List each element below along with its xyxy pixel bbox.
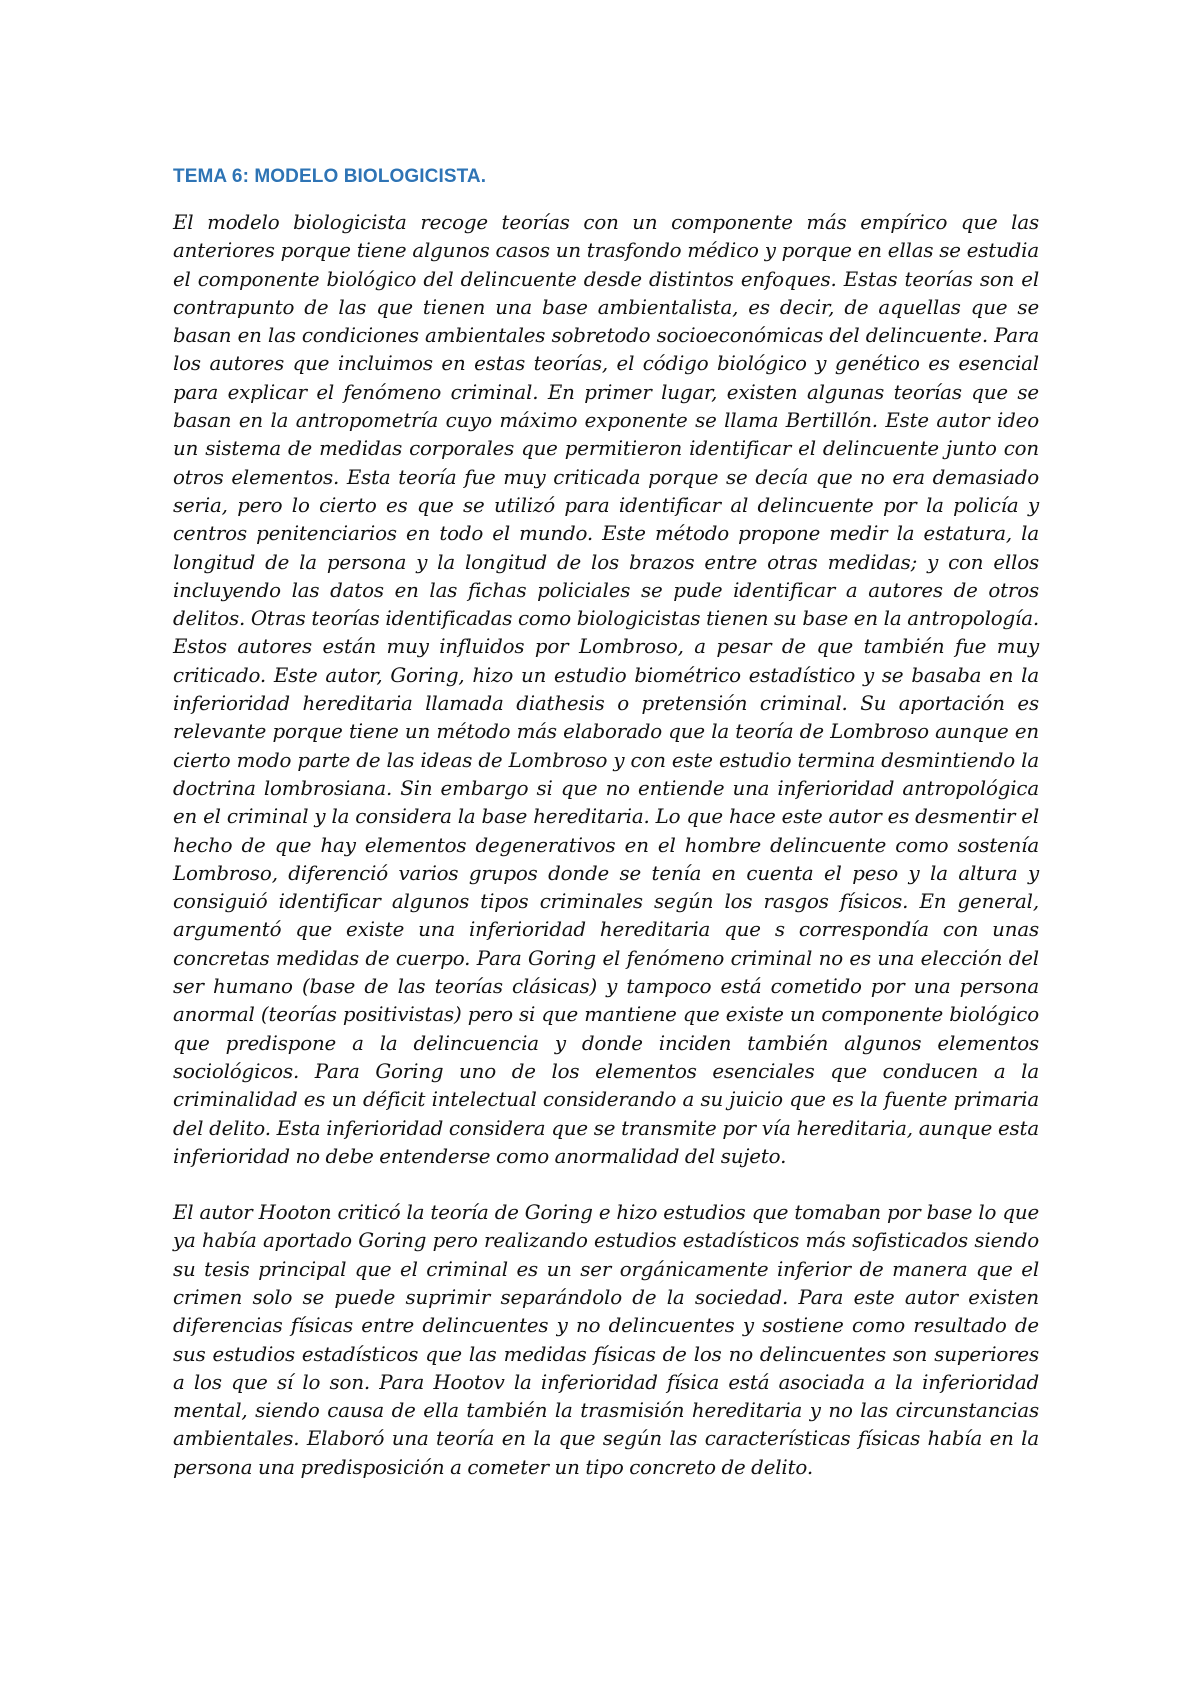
document-title: TEMA 6: MODELO BIOLOGICISTA. <box>173 166 487 187</box>
document-body <box>173 165 1039 1482</box>
paragraph-hooton: El autor Hooton criticó la teoría de Goring e hizo estudios que tomaban por base lo que ya había aportado Goring pero realizando estudios estadísticos más sofisticados siendo su tesis principal que el criminal es un ser orgánicamente inferior de manera que el crimen solo se puede suprimir separándolo de la sociedad. Para este autor existen diferencias físicas entre delincuentes y no delincuentes y sostiene como resultado de sus estudios estadísticos que las medidas físicas de los no delincuentes son superiores a los que sí lo son. Para Hootov la inferioridad física está asociada a la inferioridad mental, siendo causa de ella también la trasmisión hereditaria y no las circunstancias ambientales. Elaboró una teoría en la que según las características físicas había en la persona una predisposición a cometer un tipo concreto de delito. <box>173 1201 1039 1479</box>
paragraph-biologicist-model: El modelo biologicista recoge teorías con un componente más empírico que las anteriores porque tiene algunos casos un trasfondo médico y porque en ellas se estudia el componente biológico del delincuente desde distintos enfoques. Estas teorías son el contrapunto de las que tienen una base ambientalista, es decir, de aquellas que se basan en las condiciones ambientales sobretodo socioeconómicas del delincuente. Para los autores que incluimos en estas teorías, el código biológico y genético es esencial para explicar el fenómeno criminal. En primer lugar, existen algunas teorías que se basan en la antropometría cuyo máximo exponente se llama Bertillón. Este autor ideo un sistema de medidas corporales que permitieron identificar el delincuente junto con otros elementos. Esta teoría fue muy criticada porque se decía que no era demasiado seria, pero lo cierto es que se utilizó para identificar al delincuente por la policía y centros penitenciarios en todo el mundo. Este método propone medir la estatura, la longitud de la persona y la longitud de los brazos entre otras medidas; y con ellos incluyendo las datos en las fichas policiales se pude identificar a autores de otros delitos. Otras teorías identificadas como biologicistas tienen su base en la antropología. Estos autores están muy influidos por Lombroso, a pesar de que también fue muy criticado. Este autor, Goring, hizo un estudio biométrico estadístico y se basaba en la inferioridad hereditaria llamada diathesis o pretensión criminal. Su aportación es relevante porque tiene un método más elaborado que la teoría de Lombroso aunque en cierto modo parte de las ideas de Lombroso y con este estudio termina desmintiendo la doctrina lombrosiana. Sin embargo si que no entiende una inferioridad antropológica en el criminal y la considera la base hereditaria. Lo que hace este autor es desmentir el hecho de que hay elementos degenerativos en el hombre delincuente como sostenía Lombroso, diferenció varios grupos donde se tenía en cuenta el peso y la altura y consiguió identificar algunos tipos criminales según los rasgos físicos. En general, argumentó que existe una inferioridad hereditaria que s correspondía con unas concretas medidas de cuerpo. Para Goring el fenómeno criminal no es una elección del ser humano (base de las teorías clásicas) y tampoco está cometido por una persona anormal (teorías positivistas) pero si que mantiene que existe un componente biológico que predispone a la delincuencia y donde inciden también algunos elementos sociológicos. Para Goring uno de los elementos esenciales que conducen a la criminalidad es un déficit intelectual considerando a su juicio que es la fuente primaria del delito. Esta inferioridad considera que se transmite por vía hereditaria, aunque esta inferioridad no debe entenderse como anormalidad del sujeto. <box>173 211 1039 1168</box>
